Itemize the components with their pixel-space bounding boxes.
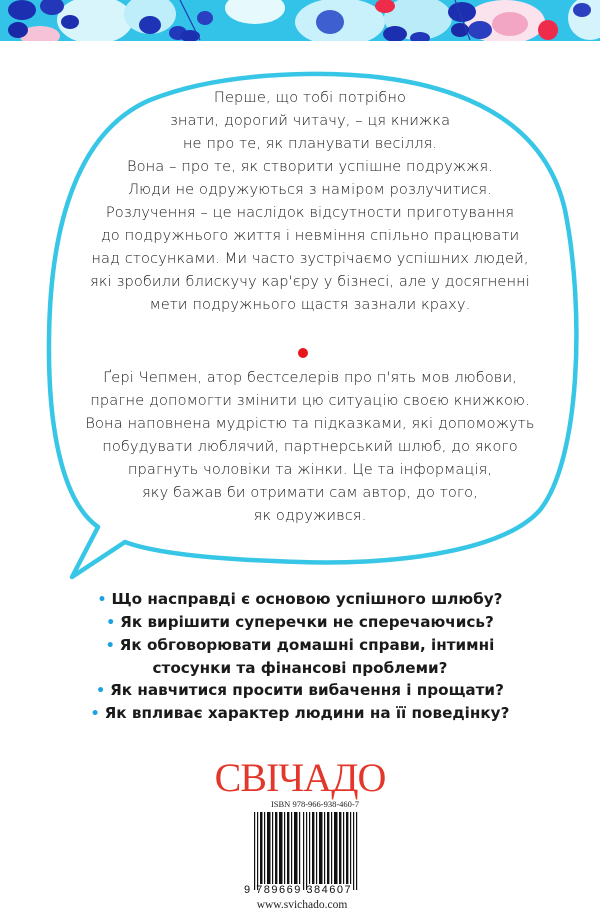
question-item	[0, 702, 600, 725]
question-item	[0, 634, 600, 657]
floral-banner	[0, 0, 600, 41]
text-line: прагнуть чоловіки та жінки. Це та інформація,	[127, 461, 493, 478]
text-line: яку бажав би отримати сам автор, до того,	[142, 484, 478, 501]
bullet-icon: •	[105, 638, 115, 654]
text-line: Розлучення – це наслідок відсутности приготування	[105, 204, 515, 221]
text-line: Люди не одружуються з наміром розлучитися.	[128, 181, 492, 198]
question-text: стосунки та фінансові проблеми?	[152, 659, 448, 677]
question-item	[0, 611, 600, 634]
text-line: Ґері Чепмен, атор бестселерів про п'ять мов любови,	[103, 369, 517, 386]
text-line: до подружнього життя і невміння спільно працювати	[100, 227, 520, 244]
text-line: побудувати люблячий, партнерський шлюб, до якого	[102, 438, 518, 455]
text-line: прагне допомогти змінити цю ситуацію своєю книжкою.	[90, 392, 530, 409]
text-line: мети подружнього щастя зазнали краху.	[149, 296, 471, 313]
text-line: як одружився.	[253, 507, 367, 524]
question-item	[0, 588, 600, 611]
publisher-website: www.svichado.com	[256, 899, 348, 911]
question-text: Як обговорювати домашні справи, інтимні	[119, 636, 495, 654]
isbn-label: ISBN 978-966-938-460-7	[270, 799, 360, 809]
question-text: Як вирішити суперечки не сперечаючись?	[120, 613, 494, 631]
barcode-number: 9 789669 384607	[244, 884, 353, 896]
question-item-continuation	[0, 657, 600, 679]
red-dot-separator-icon	[298, 348, 308, 358]
text-line: Вона – про те, як створити успішне подружжя.	[126, 158, 493, 175]
question-text: Як навчитися просити вибачення і прощати?	[110, 681, 504, 699]
text-line: Перше, що тобі потрібно	[213, 89, 407, 106]
text-line: які зробили блискучу кар'єру у бізнесі, але у досягненні	[90, 273, 530, 290]
publisher-logo: СВІЧАДО	[214, 755, 386, 800]
question-list	[0, 588, 600, 725]
bullet-icon: •	[90, 706, 100, 722]
text-line: знати, дорогий читачу, – ця книжка	[169, 112, 451, 129]
floral-pattern-image	[0, 0, 600, 41]
intro-paragraph	[55, 86, 565, 316]
question-text: Що насправді є основою успішного шлюбу?	[111, 590, 503, 608]
bullet-icon: •	[106, 615, 116, 631]
question-item	[0, 679, 600, 702]
bullet-icon: •	[97, 592, 107, 608]
barcode-icon	[254, 812, 358, 890]
text-line: над стосунками. Ми часто зустрічаємо успішних людей,	[91, 250, 529, 267]
text-line: Вона наповнена мудрістю та підказками, які допоможуть	[85, 415, 535, 432]
question-text: Як впливає характер людини на її поведінку?	[104, 704, 510, 722]
text-line: не про те, як планувати весілля.	[182, 135, 438, 152]
bullet-icon: •	[96, 683, 106, 699]
author-paragraph	[55, 366, 565, 527]
